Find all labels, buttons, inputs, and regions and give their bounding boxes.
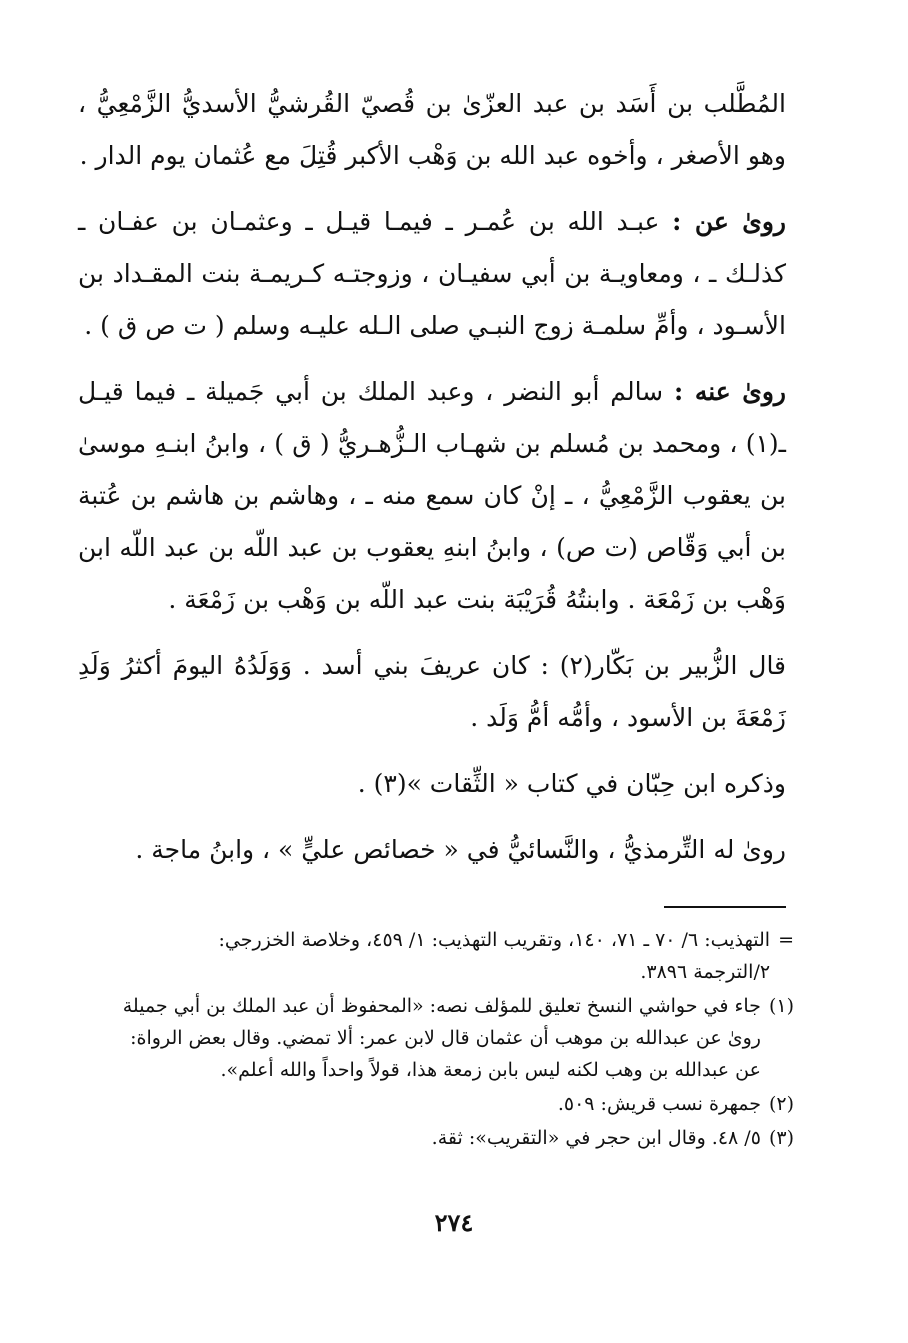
paragraph-lineage (78, 78, 786, 182)
paragraph-text: سالم أبو النضر ، وعبد الملك بن أبي جَميلة ـ فيما قيـل ـ(١) ، ومحمد بن مُسلم بن شهـاب الـزُّهـريُّ ( ق ) ، وابنُ ابنـهِ موسىٰ بن يعقوب الزَّمْعِيُّ ، ـ إنْ كان سمع منه ـ ، وهاشم بن هاشم بن عُتبة بن أبي وَقّاص (ت ص) ، وابنُ ابنهِ يعقوب بن عبد اللّه بن عبد اللّه ابن وَهْب بن زَمْعَة . وابنتُهُ قُرَيْبَة بنت عبد اللّه بن وَهْب بن زَمْعَة . (78, 377, 786, 614)
paragraph-text: وذكره ابن حِبّان في كتاب « الثِّقات »(٣) . (357, 769, 786, 798)
footnote-marker: (٢) (768, 1093, 794, 1115)
paragraph-narrated-from (78, 196, 786, 352)
footnote-body (78, 990, 761, 1086)
footnote-line: جمهرة نسب قريش: ٥٠٩. (557, 1093, 761, 1115)
footnote-3 (78, 1122, 794, 1154)
footnote-2 (78, 1088, 794, 1120)
footnote-line: روىٰ عن عبدالله بن موهب أن عثمان قال لابن عمر: ألا تمضي. وقال بعض الرواة: (130, 1027, 761, 1049)
footnote-body (78, 924, 770, 988)
footnote-body (78, 1122, 761, 1154)
paragraph-text: قال الزُّبير بن بَكّار(٢) : كان عريفَ بني أسد . وَوَلَدُهُ اليومَ أكثرُ وَلَدِ زَمْعَةَ بن الأسود ، وأمُّه أمُّ وَلَد . (78, 651, 787, 732)
footnote-line: التهذيب: ٦/ ٧٠ ـ ٧١، ١٤٠، وتقريب التهذيب: ١/ ٤٥٩، وخلاصة الخزرجي: (218, 929, 771, 951)
paragraph-zubair-quote (78, 640, 786, 744)
paragraph-narrators-books (78, 824, 786, 876)
footnotes (78, 924, 794, 1156)
paragraph-text: المُطَّلب بن أَسَد بن عبد العزّىٰ بن قُصيّ القُرشيُّ الأسديُّ الزَّمْعِيُّ ، وهو الأصغر ، وأخوه عبد الله بن وَهْب الأكبر قُتِلَ مع عُثمان يوم الدار . (78, 89, 786, 170)
section-label: روىٰ عن : (672, 207, 787, 236)
footnote-1 (78, 990, 794, 1086)
footnote-line: جاء في حواشي النسخ تعليق للمؤلف نصه: «المحفوظ أن عبد الملك بن أبي جميلة (122, 995, 761, 1017)
footnote-line: ٥/ ٤٨. وقال ابن حجر في «التقريب»: ثقة. (431, 1127, 761, 1149)
main-text (78, 78, 786, 890)
footnote-marker: = (778, 929, 794, 951)
footnote-separator (664, 906, 786, 908)
footnote-continued (78, 924, 794, 988)
footnote-marker: (١) (768, 995, 794, 1017)
footnote-line: عن عبدالله بن وهب لكنه ليس بابن زمعة هذا، قولاً واحداً والله أعلم». (220, 1059, 761, 1081)
section-label: روىٰ عنه : (673, 377, 786, 406)
paragraph-ibn-hibban (78, 758, 786, 810)
footnote-marker: (٣) (768, 1127, 794, 1149)
page-number: ٢٧٤ (434, 1208, 474, 1237)
footnote-body (78, 1088, 761, 1120)
paragraph-narrated-by (78, 366, 786, 626)
footnote-line: ٢/الترجمة ٣٨٩٦. (640, 961, 771, 983)
paragraph-text: عبـد الله بن عُمـر ـ فيمـا قيـل ـ وعثمـان بن عفـان ـ كذلـك ـ ، ومعاويـة بن أبي سفيـان ، وزوجتـه كـريمـة بنت المقـداد بن الأسـود ، وأمِّ سلمـة زوج النبـي صلى الـله عليـه وسلم ( ت ص ق ) . (78, 207, 786, 340)
paragraph-text: روىٰ له التِّرمذيُّ ، والنَّسائيُّ في « خصائص عليٍّ » ، وابنُ ماجة . (135, 835, 786, 864)
